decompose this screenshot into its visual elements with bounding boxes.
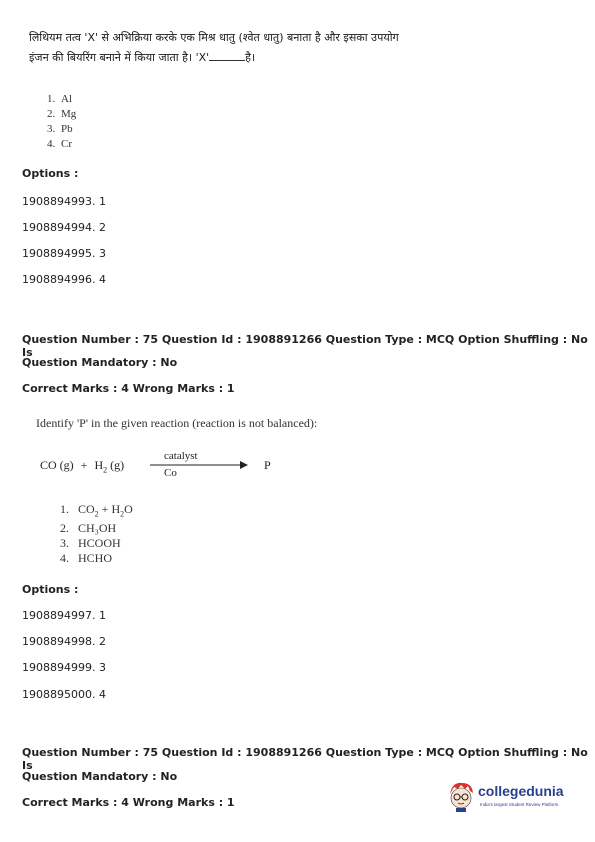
reactant-h2: $H_2$ (g) <box>94 458 125 475</box>
q74-option-1: 1908894993. 1 <box>22 195 106 208</box>
q74-blank <box>209 51 245 61</box>
q74-stem-line2-prefix: इंजन की बियरिंग बनाने में किया जाता है। 'X' <box>29 51 210 64</box>
q74-choice-list <box>47 92 76 152</box>
plus-sign: + <box>80 458 88 472</box>
reactant-co: CO (g) <box>40 458 74 472</box>
arrow-label-below: Co <box>164 467 177 479</box>
q75-header-line1: Question Number : 75 Question Id : 1908891266 Question Type : MCQ Option Shuffling : No Is <box>22 333 588 359</box>
q75-choice: 4. HCHO <box>60 551 113 566</box>
q74-stem-line2 <box>29 50 569 65</box>
q76-marks: Correct Marks : 4 Wrong Marks : 1 <box>22 796 235 809</box>
q74-option-2: 1908894994. 2 <box>22 221 106 234</box>
mascot-icon <box>446 780 476 812</box>
q74-stem <box>29 30 569 65</box>
q75-choice: 3. HCOOH <box>60 536 121 551</box>
q74-options-label: Options : <box>22 167 79 180</box>
product-p: P <box>264 458 271 472</box>
q75-options-label: Options : <box>22 583 79 596</box>
q75-option-2: 1908894998. 2 <box>22 635 106 648</box>
q74-choice: 2. Mg <box>47 108 77 120</box>
q76-header-line1: Question Number : 75 Question Id : 1908891266 Question Type : MCQ Option Shuffling : No Is <box>22 746 588 772</box>
q74-choice: 1. Al <box>47 93 72 105</box>
q75-choice-list <box>60 502 133 566</box>
q75-option-3: 1908894999. 3 <box>22 661 106 674</box>
brand-name: collegedunia <box>478 783 564 799</box>
arrow-label-above: catalyst <box>164 450 198 462</box>
q75-marks: Correct Marks : 4 Wrong Marks : 1 <box>22 382 235 395</box>
q74-choice: 3. Pb <box>47 123 73 135</box>
q75-choice: 1. $CO_2 + H_2O$ <box>60 502 133 519</box>
q74-choice: 4. Cr <box>47 138 72 150</box>
q75-stem: Identify 'P' in the given reaction (reaction is not balanced): <box>36 416 318 430</box>
q74-stem-line2-suffix: है। <box>245 51 256 64</box>
collegedunia-logo <box>446 778 581 818</box>
q75-option-1: 1908894997. 1 <box>22 609 106 622</box>
q75-header-line2: Question Mandatory : No <box>22 356 178 369</box>
q75-reaction-reactants <box>40 458 124 474</box>
q75-option-4: 1908895000. 4 <box>22 688 106 701</box>
q76-header-line2: Question Mandatory : No <box>22 770 178 783</box>
q74-option-4: 1908894996. 4 <box>22 273 106 286</box>
q74-stem-line1: लिथियम तत्व 'X' से अभिक्रिया करके एक मिश्र धातु (श्वेत धातु) बनाता है और इसका उपयोग <box>29 31 399 44</box>
q74-option-3: 1908894995. 3 <box>22 247 106 260</box>
q75-choice: 2. CH₃OH <box>60 521 117 536</box>
brand-tagline: India's largest Student Review Platform <box>480 802 559 807</box>
